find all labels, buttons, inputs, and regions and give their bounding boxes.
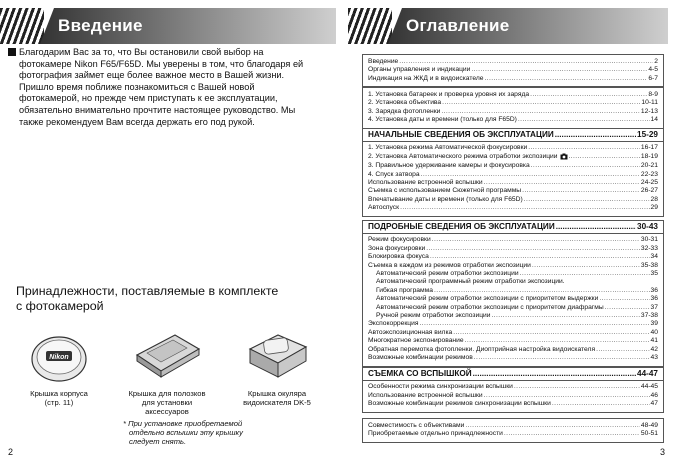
toc-row[interactable]: 4. Спуск затвора ..... 22-23 bbox=[368, 171, 658, 179]
toc-row[interactable]: Автоспуск ..... 29 bbox=[368, 204, 658, 212]
intro-line: также рекомендуем Вам всегда держать его под рукой. bbox=[19, 116, 255, 127]
toc-row[interactable]: Многократное экспонирование ..... 41 bbox=[368, 337, 658, 345]
note-line: отдельно вспышки эту крышку bbox=[129, 428, 243, 437]
accessory-eyepiece-cap bbox=[228, 325, 326, 407]
toc-row[interactable]: Автоматический режим отработки экспозиции с приоритетом выдержки ..... 36 bbox=[368, 295, 658, 303]
toc-row[interactable]: 3. Правильное удерживание камеры и фокусировка ..... 20-21 bbox=[368, 162, 658, 170]
toc-row[interactable]: Введение ..... 2 bbox=[368, 58, 658, 66]
toc-box-appendix bbox=[362, 418, 664, 443]
accessories-title-line: с фотокамерой bbox=[16, 298, 104, 313]
accessory-label: аксессуаров bbox=[145, 407, 189, 416]
section-body bbox=[362, 141, 664, 216]
header-stripes bbox=[348, 8, 392, 44]
intro-line: фотография займет еще более важное место в Вашей жизни. bbox=[19, 70, 285, 81]
hot-shoe-cover-image bbox=[112, 325, 222, 385]
eyepiece-cap-image bbox=[228, 325, 326, 385]
toc-row[interactable]: Автоматический режим отработки экспозиции ..... 35 bbox=[368, 270, 658, 278]
toc-row[interactable]: Ручной режим отработки экспозиции ..... 37-38 bbox=[368, 312, 658, 320]
accessories-title bbox=[16, 284, 326, 314]
right-page-title: Оглавление bbox=[406, 16, 510, 35]
toc-row[interactable]: Автоэкспозиционная вилка ..... 40 bbox=[368, 329, 658, 337]
toc-row[interactable]: Индикация на ЖКД и в видоискателе ..... 6-7 bbox=[368, 75, 658, 83]
toc-row[interactable]: Съемка в каждом из режимов отработки экспозиции ..... 35-38 bbox=[368, 262, 658, 270]
right-page bbox=[342, 0, 680, 467]
toc-row[interactable]: Совместимость с объективами ..... 48-49 bbox=[368, 422, 658, 430]
toc-row[interactable]: Автоматический режим отработки экспозиции с приоритетом диафрагмы ..... 37 bbox=[368, 304, 658, 312]
intro-line: фотокамерой, но прежде чем приступать к ее эксплуатации, bbox=[19, 93, 278, 104]
intro-line: фотокамере Nikon F65/F65D. Мы уверены в том, что благодаря ей bbox=[19, 58, 304, 69]
toc-row[interactable]: 1. Установка режима Автоматической фокусировки ..... 16-17 bbox=[368, 144, 658, 152]
accessory-hot-shoe-cover bbox=[112, 325, 222, 416]
left-page-title: Введение bbox=[58, 16, 143, 35]
note-line: * При установке приобретаемой bbox=[123, 419, 243, 428]
toc-row[interactable]: Органы управления и индикации ..... 4-5 bbox=[368, 66, 658, 74]
accessories-title-line: Принадлежности, поставляемые в комплекте bbox=[16, 284, 279, 298]
toc-row[interactable]: Впечатывание даты и времени (только для F65D) ..... 28 bbox=[368, 196, 658, 204]
page-number-right: 3 bbox=[660, 447, 666, 457]
note-line: следует снять. bbox=[129, 437, 187, 446]
intro-line: обязательно внимательно прочтите настоящее руководство. Мы bbox=[19, 104, 296, 115]
toc-row[interactable]: Гибкая программа ..... 36 bbox=[368, 287, 658, 295]
toc-row[interactable]: Автоматический программный режим отработки экспозиции. bbox=[376, 278, 565, 286]
section-body bbox=[362, 380, 664, 412]
toc-row[interactable]: Использование встроенной вспышки ..... 24-25 bbox=[368, 179, 658, 187]
toc-row[interactable]: Возможные комбинации режимов ..... 43 bbox=[368, 354, 658, 362]
toc-row[interactable]: 4. Установка даты и времени (только для F65D) ..... 14 bbox=[368, 116, 658, 124]
toc-row[interactable]: Режим фокусировки ..... 30-31 bbox=[368, 236, 658, 244]
accessory-label: видоискателя DK-5 bbox=[243, 398, 311, 407]
toc-box-intro bbox=[362, 54, 664, 87]
toc-row[interactable]: Блокировка фокуса ..... 34 bbox=[368, 253, 658, 261]
toc-row[interactable]: Возможные комбинации режимов синхронизации вспышки ..... 47 bbox=[368, 400, 658, 408]
toc-row[interactable]: 2. Установка объектива ..... 10-11 bbox=[368, 99, 658, 107]
accessory-body-cap bbox=[16, 325, 102, 407]
toc-row[interactable]: Обратная перемотка фотопленки. Диоптрийная настройка видоискателя ..... 42 bbox=[368, 346, 658, 354]
toc-row[interactable]: Использование встроенной вспышки ..... 46 bbox=[368, 392, 658, 400]
intro-line: Пришло время поближе познакомиться с Вашей новой bbox=[19, 81, 255, 92]
toc-row[interactable]: Экспокоррекция ..... 39 bbox=[368, 320, 658, 328]
accessory-label: (стр. 11) bbox=[44, 398, 74, 407]
body-cap-image bbox=[16, 325, 102, 385]
section-body bbox=[362, 233, 664, 366]
toc-row[interactable]: Приобретаемые отдельно принадлежности ..... 50-51 bbox=[368, 430, 658, 438]
svg-text:Nikon: Nikon bbox=[49, 354, 69, 361]
accessory-label: Крышка для полозков bbox=[128, 389, 206, 398]
toc-row[interactable]: 3. Зарядка фотопленки ..... 12-13 bbox=[368, 108, 658, 116]
toc-section-basic bbox=[362, 128, 664, 217]
toc-row[interactable]: 1. Установка батареек и проверка уровня их заряда ..... 8-9 bbox=[368, 91, 658, 99]
section-heading[interactable]: СЪЕМКА СО ВСПЫШКОЙ ..... 44-47 bbox=[362, 367, 664, 380]
toc-row[interactable]: Особенности режима синхронизации вспышки ..... 44-45 bbox=[368, 383, 658, 391]
section-heading[interactable]: ПОДРОБНЫЕ СВЕДЕНИЯ ОБ ЭКСПЛУАТАЦИИ ..... 30-43 bbox=[362, 220, 664, 233]
camera-auto-icon bbox=[560, 153, 568, 162]
toc-row[interactable]: Съемка с использованием Сюжетной программы ..... 26-27 bbox=[368, 187, 658, 195]
accessory-note bbox=[123, 419, 243, 446]
toc-box-preparation bbox=[362, 87, 664, 129]
toc-section-flash bbox=[362, 367, 664, 413]
bullet-square-icon bbox=[8, 48, 16, 56]
toc-row[interactable]: Зона фокусировки ..... 32-33 bbox=[368, 245, 658, 253]
right-header bbox=[348, 8, 668, 44]
accessory-label: для установки bbox=[141, 398, 193, 407]
toc-row[interactable]: 2. Установка Автоматического режима отработки экспозиции ..... 18-19 bbox=[368, 153, 658, 162]
intro-text bbox=[8, 47, 330, 128]
page-number-left: 2 bbox=[8, 447, 14, 457]
intro-line: Благодарим Вас за то, что Вы остановили свой выбор на bbox=[19, 47, 264, 57]
header-stripes bbox=[0, 8, 44, 44]
section-heading[interactable]: НАЧАЛЬНЫЕ СВЕДЕНИЯ ОБ ЭКСПЛУАТАЦИИ ..... 15-29 bbox=[362, 128, 664, 141]
accessories-list bbox=[16, 325, 326, 453]
toc-section-detailed bbox=[362, 220, 664, 367]
left-header bbox=[0, 8, 336, 44]
accessory-label: Крышка корпуса bbox=[30, 389, 88, 398]
accessory-label: Крышка окуляра bbox=[247, 389, 307, 398]
